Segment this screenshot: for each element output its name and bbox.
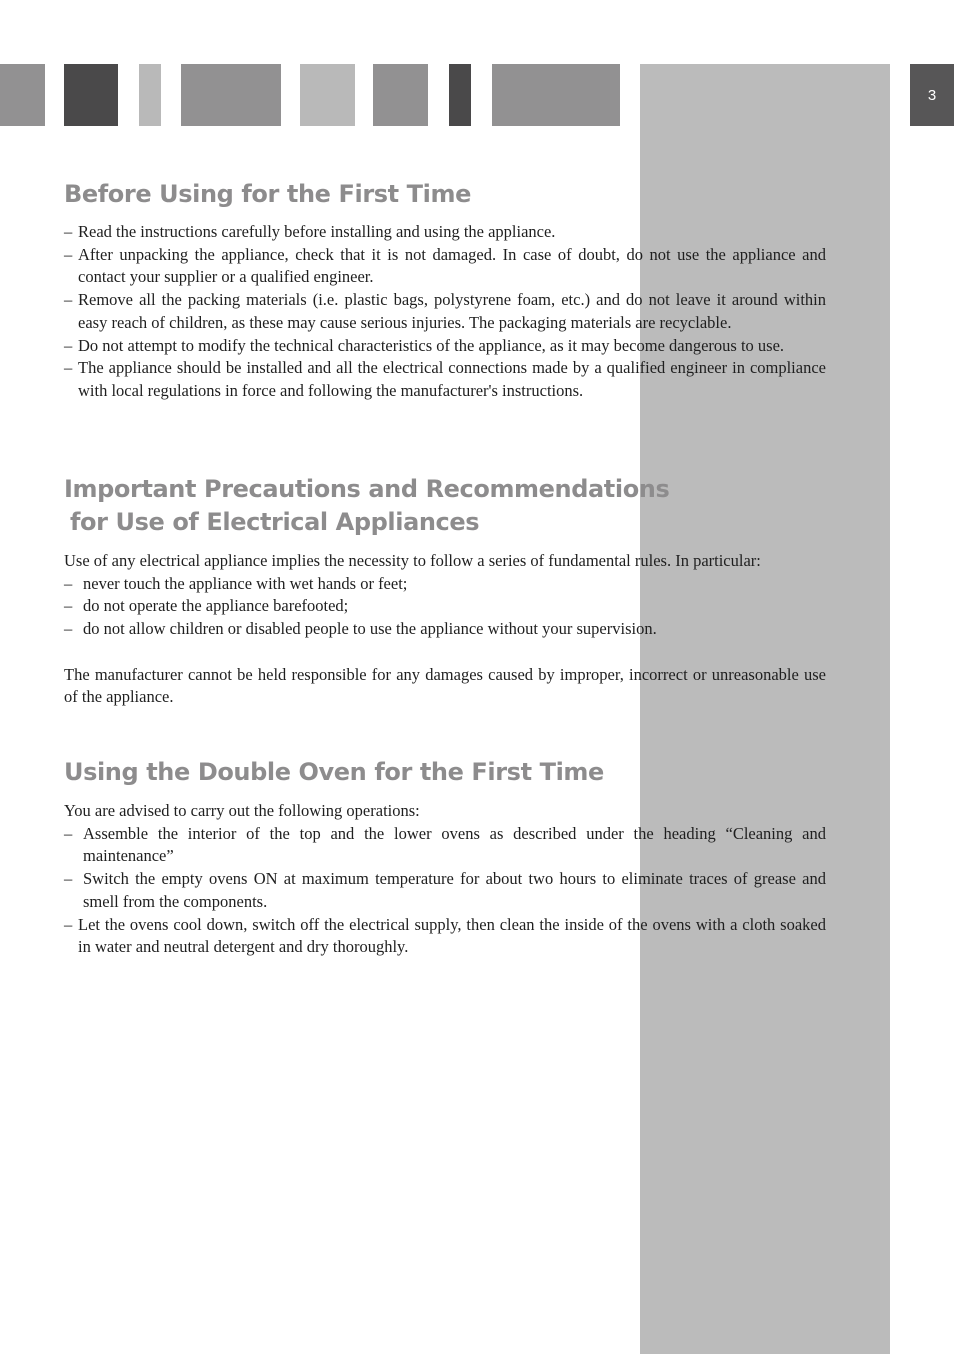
section-title-line-1: Important Precautions and Recommendations <box>64 475 670 503</box>
header-block-7 <box>449 64 471 126</box>
liability-note: The manufacturer cannot be held responsible for any damages caused by improper, incorrect or unreasonable use of the appliance. <box>64 664 826 707</box>
header-block-3 <box>139 64 161 126</box>
list-item: – Do not attempt to modify the technical characteristics of the appliance, as it may become dangerous to use. <box>64 335 826 358</box>
section-title: Using the Double Oven for the First Time <box>64 758 604 786</box>
instruction-list <box>64 221 826 403</box>
list-item: – Assemble the interior of the top and the lower ovens as described under the heading “Cleaning and maintenance” <box>64 823 826 868</box>
section-title-line-2: for Use of Electrical Appliances <box>70 508 480 536</box>
header-block-1 <box>0 64 45 126</box>
section-intro: You are advised to carry out the following operations: <box>64 801 420 820</box>
page-number: 3 <box>910 64 954 126</box>
header-block-8 <box>492 64 620 126</box>
section-title <box>64 473 826 539</box>
operations-list <box>64 823 826 959</box>
list-item: – Switch the empty ovens ON at maximum temperature for about two hours to eliminate traces of grease and smell from the components. <box>64 868 826 913</box>
section-electrical-precautions <box>64 473 826 709</box>
header-block-2 <box>64 64 118 126</box>
list-item: – Read the instructions carefully before installing and using the appliance. <box>64 221 826 244</box>
list-item: – Remove all the packing materials (i.e. plastic bags, polystyrene foam, etc.) and do not leave it around within easy reach of children, as these may cause serious injuries. The packaging materials are recyclable. <box>64 289 826 334</box>
list-item: – Let the ovens cool down, switch off the electrical supply, then clean the inside of the ovens with a cloth soaked in water and neutral detergent and dry thoroughly. <box>64 914 826 959</box>
list-item: – never touch the appliance with wet hands or feet; <box>64 573 826 596</box>
section-title: Before Using for the First Time <box>64 180 471 208</box>
list-item: – The appliance should be installed and all the electrical connections made by a qualified engineer in compliance with local regulations in force and following the manufacturer's instructions. <box>64 357 826 402</box>
section-double-oven-first-use <box>64 756 826 959</box>
list-item: – do not operate the appliance barefooted; <box>64 595 826 618</box>
list-item: – do not allow children or disabled people to use the appliance without your supervision. <box>64 618 826 641</box>
section-intro: Use of any electrical appliance implies the necessity to follow a series of fundamental rules. In particular: <box>64 551 761 570</box>
header-block-4 <box>181 64 281 126</box>
list-item: – After unpacking the appliance, check that it is not damaged. In case of doubt, do not use the appliance and contact your supplier or a qualified engineer. <box>64 244 826 289</box>
section-before-first-use <box>64 178 826 403</box>
rules-list <box>64 573 826 641</box>
header-block-5 <box>300 64 355 126</box>
header-block-6 <box>373 64 428 126</box>
